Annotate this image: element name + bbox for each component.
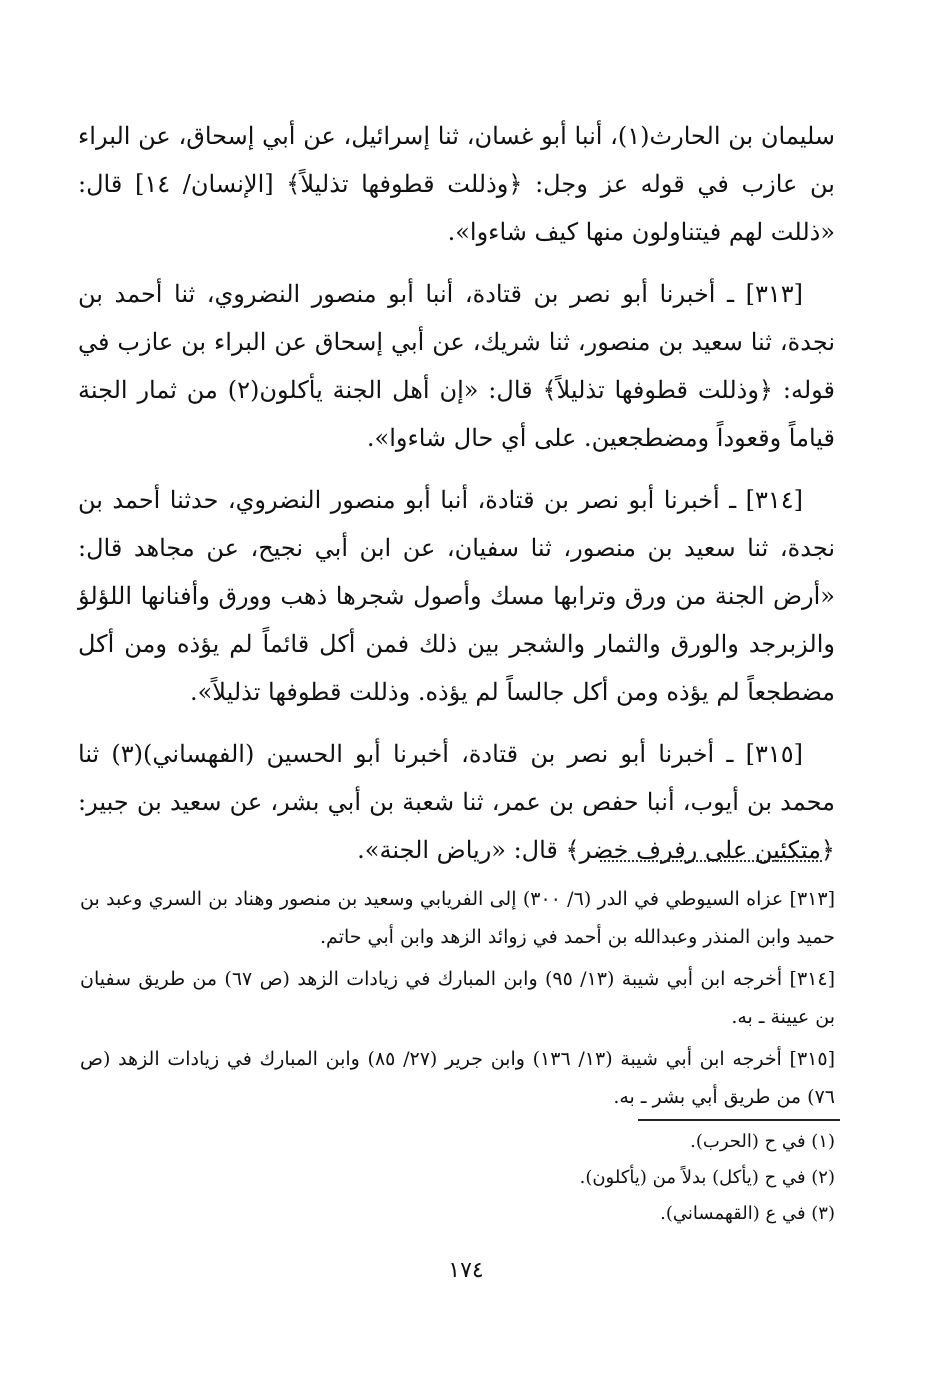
footnote-divider (638, 1119, 840, 1121)
dotted-divider (600, 860, 822, 862)
footnotes (300, 1124, 835, 1232)
footnote-2: (٢) في ح (يأكل) بدلاً من (يأكلون). (579, 1167, 835, 1188)
takhrij-314: [٣١٤] أخرجه ابن أبي شيبة (١٣/ ٩٥) وابن المبارك في زيادات الزهد (ص ٦٧) من طريق سفيان بن عيينة ـ به. (80, 968, 836, 1028)
takhrij-notes (80, 880, 835, 1120)
takhrij-315: [٣١٥] أخرجه ابن أبي شيبة (١٣/ ١٣٦) وابن جرير (٢٧/ ٨٥) وابن المبارك في زيادات الزهد (ص ٧٦) من طريق أبي بشر ـ به. (80, 1048, 835, 1108)
page-number: ١٧٤ (448, 1258, 484, 1283)
footnote-1: (١) في ح (الحرب). (690, 1131, 835, 1152)
hadith-314: [٣١٤] ـ أخبرنا أبو نصر بن قتادة، أنبا أبو منصور النضروي، حدثنا أحمد بن نجدة، ثنا سعيد بن منصور، ثنا سفيان، عن ابن أبي نجيح، عن مجاهد قال: «أرض الجنة من ورق وترابها مسك وأصول شجرها ذهب وورق وأفنانها اللؤلؤ والزبرجد والورق والثمار والشجر بين ذلك فمن أكل قائماً لم يؤذه ومن أكل مضطجعاً لم يؤذه ومن أكل جالساً لم يؤذه. وذللت قطوفها تذليلاً». (78, 486, 835, 706)
main-text (78, 112, 835, 888)
paragraph-continuation: سليمان بن الحارث(١)، أنبا أبو غسان، ثنا إسرائيل، عن أبي إسحاق، عن البراء بن عازب في قوله عز وجل: ﴿وذللت قطوفها تذليلاً﴾ [الإنسان/ ١٤] قال: «ذللت لهم فيتناولون منها كيف شاءوا». (78, 122, 836, 246)
takhrij-313: [٣١٣] عزاه السيوطي في الدر (٦/ ٣٠٠) إلى الفريابي وسعيد بن منصور وهناد بن السري وعبد بن حميد وابن المنذر وعبدالله بن أحمد في زوائد الزهد وابن أبي حاتم. (80, 888, 835, 948)
hadith-315: [٣١٥] ـ أخبرنا أبو نصر بن قتادة، أخبرنا أبو الحسين (الفهساني)(٣) ثنا محمد بن أيوب، أنبا حفص بن عمر، ثنا شعبة بن أبي بشر، عن سعيد بن جبير: ﴿متكئين على رفرف خضر﴾ قال: «رياض الجنة». (78, 740, 836, 864)
hadith-313: [٣١٣] ـ أخبرنا أبو نصر بن قتادة، أنبا أبو منصور النضروي، ثنا أحمد بن نجدة، ثنا سعيد بن منصور، ثنا شريك، عن أبي إسحاق عن البراء بن عازب في قوله: ﴿وذللت قطوفها تذليلاً﴾ قال: «إن أهل الجنة يأكلون(٢) من ثمار الجنة قياماً وقعوداً ومضطجعين. على أي حال شاءوا». (78, 280, 835, 452)
footnote-3: (٣) في ع (القهمساني). (660, 1203, 835, 1224)
